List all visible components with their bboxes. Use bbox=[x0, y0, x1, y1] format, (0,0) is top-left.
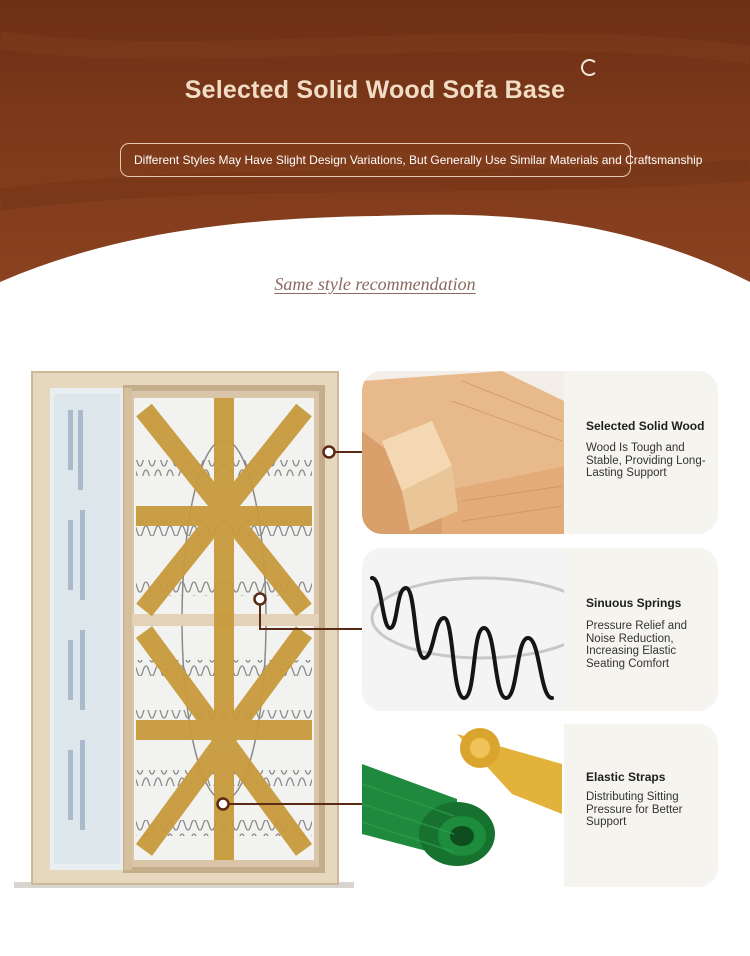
loading-spinner-icon bbox=[581, 59, 598, 76]
feature-title: Sinuous Springs bbox=[586, 596, 682, 610]
feature-description: Wood Is Tough and Stable, Providing Long-Lasting Support bbox=[586, 442, 706, 479]
elastic-straps-image bbox=[362, 724, 564, 887]
feature-description: Pressure Relief and Noise Reduction, Increasing Elastic Seating Comfort bbox=[586, 620, 687, 670]
feature-card-elastic-straps bbox=[362, 724, 718, 887]
feature-title: Elastic Straps bbox=[586, 770, 666, 784]
sinuous-spring-image bbox=[362, 548, 564, 711]
feature-title: Selected Solid Wood bbox=[586, 419, 705, 433]
feature-card-solid-wood bbox=[362, 371, 718, 534]
subtitle-text: Different Styles May Have Slight Design Variations, But Generally Use Similar Materials and Craftsmanship bbox=[134, 153, 703, 167]
feature-card-sinuous-springs bbox=[362, 548, 718, 711]
sofa-frame-photo bbox=[14, 370, 354, 890]
feature-description: Distributing Sitting Pressure for Better Support bbox=[586, 791, 683, 828]
header-banner bbox=[0, 0, 750, 290]
wood-planks-image bbox=[362, 371, 564, 534]
section-heading[interactable]: Same style recommendation bbox=[274, 274, 476, 294]
page-title: Selected Solid Wood Sofa Base bbox=[184, 76, 566, 104]
